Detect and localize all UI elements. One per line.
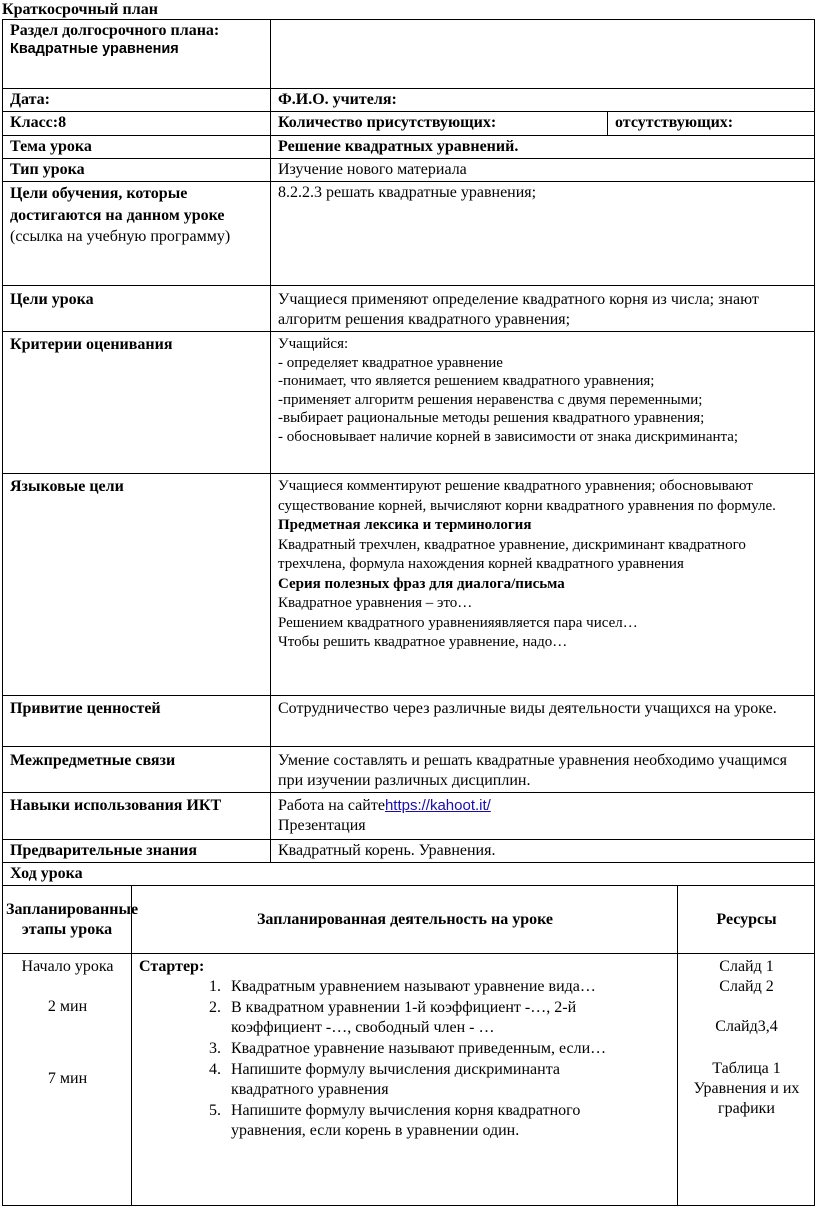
stages-col3-header: Ресурсы [678, 886, 815, 954]
progress-heading: Ход урока [3, 863, 815, 886]
section-label: Раздел долгосрочного плана: [10, 22, 220, 39]
row-values [3, 696, 815, 747]
lesson-type-value: Изучение нового материала [271, 159, 815, 182]
criteria-line: -выбирает рациональные методы решения квадратного уравнения; [278, 410, 705, 426]
row-learning-goals [3, 182, 815, 286]
row-section [3, 20, 815, 89]
row-criteria [3, 332, 815, 474]
learning-goals-label-note: (ссылка на учебную программу) [10, 228, 231, 245]
criteria-label: Критерии оценивания [3, 332, 271, 474]
criteria-line: Учащийся: [278, 336, 349, 352]
row-ict [3, 793, 815, 840]
row-cross-curricular [3, 747, 815, 793]
learning-goals-label-cell [3, 182, 271, 286]
cross-curricular-label: Межпредметные связи [3, 747, 271, 793]
lesson-type-label: Тип урока [3, 159, 271, 182]
lesson-goals-label: Цели урока [3, 286, 271, 332]
list-item: 4. Напишите формулу вычисления дискриминанта квадратного уравнения [225, 1060, 627, 1100]
document-title: Краткосрочный план [2, 1, 158, 18]
row-lesson-type [3, 159, 815, 182]
criteria-line: - обосновывает наличие корней в зависимости от знака дискриминанта; [278, 428, 739, 445]
starter-heading: Стартер: [139, 958, 205, 975]
teacher-label: Ф.И.О. учителя: [271, 89, 815, 112]
row-lesson-goals [3, 286, 815, 332]
ict-cell [271, 793, 815, 840]
ict-prefix: Работа на сайте [278, 797, 385, 814]
section-label-cell [3, 20, 271, 89]
cross-curricular-value: Умение составлять и решать квадратные уравнения необходимо учащимся при изучении различных дисциплин. [271, 747, 815, 793]
lexicon-heading: Предметная лексика и терминология [278, 517, 532, 533]
row-prior [3, 840, 815, 863]
prior-value: Квадратный корень. Уравнения. [271, 840, 815, 863]
stage-cell [3, 954, 132, 1206]
values-label: Привитие ценностей [3, 696, 271, 747]
ict-label: Навыки использования ИКТ [3, 793, 271, 840]
phrase-item: Квадратное уравнения – это… [278, 595, 473, 611]
stage-time-2: 7 мин [47, 1070, 88, 1087]
values-value: Сотрудничество через различные виды деятельности учащихся на уроке. [271, 696, 815, 747]
language-goals-intro: Учащиеся комментируют решение квадратного уравнения; обосновывают существование корней, вычисляют корни квадратного уравнения по формуле. [278, 478, 776, 514]
row-topic [3, 136, 815, 159]
section-value: Квадратные уравнения [10, 41, 179, 57]
question-list [139, 977, 671, 1141]
topic-label: Тема урока [3, 136, 271, 159]
activity-cell [132, 954, 678, 1206]
prior-label: Предварительные знания [3, 840, 271, 863]
criteria-line: -понимает, что является решением квадратного уравнения; [278, 373, 655, 389]
stages-col2-header: Запланированная деятельность на уроке [132, 886, 678, 954]
lexicon-text: Квадратный трехчлен, квадратное уравнение, дискриминант квадратного трехчлена, формула нахождения корней квадратного уравнения [278, 536, 746, 572]
date-label: Дата: [3, 89, 271, 112]
lesson-plan-table [2, 19, 815, 1206]
row-progress [3, 863, 815, 886]
resource-item: Слайд 2 [719, 978, 774, 995]
resource-item: Слайд3,4 [715, 1018, 778, 1035]
language-goals-label: Языковые цели [3, 474, 271, 696]
resources-cell [678, 954, 815, 1206]
row-stages-header [3, 886, 815, 954]
row-language-goals [3, 474, 815, 696]
criteria-line: - определяет квадратное уравнение [278, 354, 503, 371]
absent-label: отсутствующих: [608, 112, 815, 136]
list-item: 3. Квадратное уравнение называют приведенным, если… [225, 1039, 627, 1059]
class-label: Класс:8 [3, 112, 271, 136]
list-item: 1. Квадратным уравнением называют уравнение вида… [225, 977, 627, 997]
phrases-heading: Серия полезных фраз для диалога/письма [278, 575, 565, 592]
lesson-goals-value: Учащиеся применяют определение квадратного корня из числа; знают алгоритм решения квадратного уравнения; [271, 286, 815, 332]
resource-item: Слайд 1 [719, 958, 774, 975]
ict-presentation: Презентация [278, 817, 366, 834]
resource-item: Таблица 1 Уравнения и их графики [693, 1060, 800, 1117]
criteria-list [271, 332, 815, 474]
learning-goals-value: 8.2.2.3 решать квадратные уравнения; [271, 182, 815, 286]
stage-name: Начало урока [21, 958, 114, 975]
present-label: Количество присутствующих: [271, 112, 608, 136]
phrase-item: Решением квадратного уравненияявляется пара чисел… [278, 614, 638, 631]
section-empty-cell [271, 20, 815, 89]
stages-col1-header: Запланированные этапы урока [3, 886, 132, 954]
list-item: 5. Напишите формулу вычисления корня квадратного уравнения, если корень в уравнении один. [225, 1101, 627, 1141]
learning-goals-label: Цели обучения, которые достигаются на данном уроке [10, 185, 225, 224]
language-goals-cell [271, 474, 815, 696]
phrase-item: Чтобы решить квадратное уравнение, надо… [278, 634, 568, 650]
row-stage-start [3, 954, 815, 1206]
list-item: 2. В квадратном уравнении 1-й коэффициент -…, 2-й коэффициент -…, свободный член - … [225, 998, 627, 1038]
stage-time-1: 2 мин [47, 998, 88, 1015]
criteria-line: -применяет алгоритм решения неравенства с двумя переменными; [278, 391, 703, 408]
row-date [3, 89, 815, 112]
topic-value: Решение квадратных уравнений. [271, 136, 815, 159]
row-class [3, 112, 815, 136]
kahoot-link[interactable]: https://kahoot.it/ [384, 797, 491, 814]
